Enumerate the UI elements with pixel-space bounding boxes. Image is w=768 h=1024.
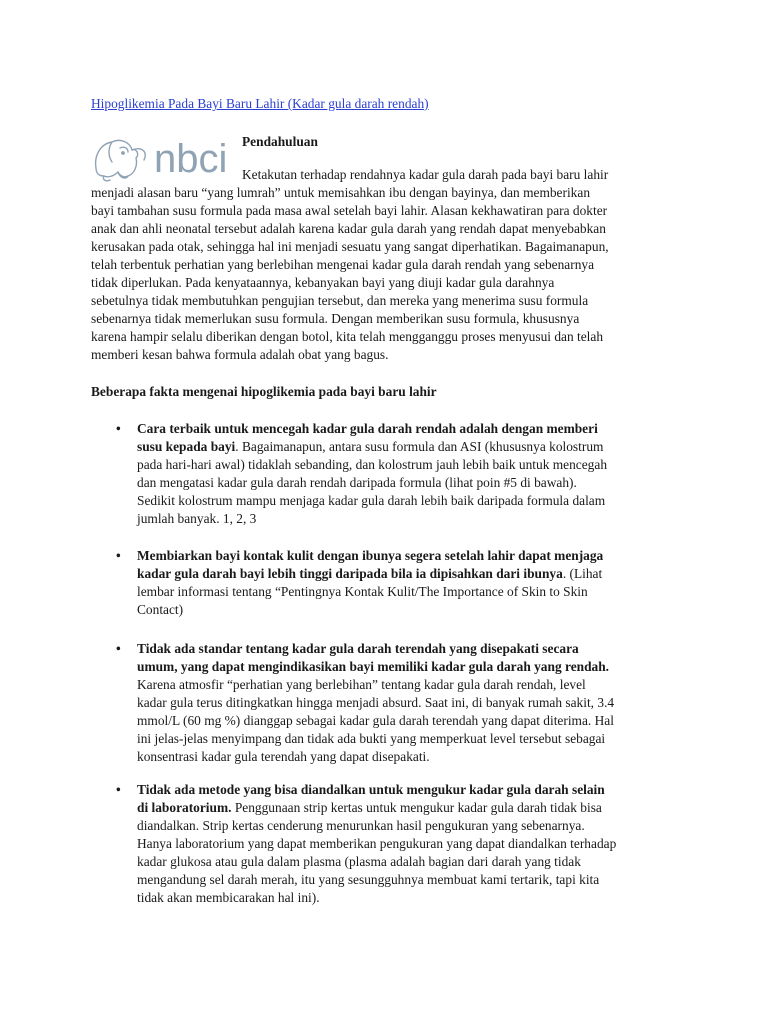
fact-text [137,781,697,907]
fact-bold-text: di laboratorium. [137,800,232,815]
fact-body-line: pada hari-hari awal) tidaklah sebanding, dan kolostrum jauh lebih baik untuk mencegah [137,457,608,472]
fact-bold-text: kadar gula darah bayi lebih tinggi daripada bila ia dipisahkan dari ibunya [137,566,563,581]
fact-body-line: Karena atmosfir “perhatian yang berlebihan” tentang kadar gula darah rendah, level [137,677,586,692]
fact-body-line: diandalkan. Strip kertas cenderung menurunkan hasil pengukuran yang sebenarnya. [137,818,585,833]
fact-bold-text: Cara terbaik untuk mencegah kadar gula darah rendah adalah dengan memberi [137,421,598,436]
intro-paragraph [91,166,681,364]
title-link[interactable]: Hipoglikemia Pada Bayi Baru Lahir (Kadar gula darah rendah) [91,96,429,111]
intro-line: tidak diperlukan. Pada kenyataannya, kebanyakan bayi yang diuji kadar gula darahnya [91,275,555,290]
intro-line: memberi kesan bahwa formula adalah obat yang bagus. [91,347,389,362]
fact-bold-text: susu kepada bayi [137,439,236,454]
intro-line: Ketakutan terhadap rendahnya kadar gula darah pada bayi baru lahir [242,167,609,182]
intro-line: anak dan ahli neonatal tersebut adalah karena kadar gula darah yang rendah dapat menyebabkan [91,221,606,236]
fact-body-line: tidak akan membicarakan hal ini). [137,890,320,905]
section-heading: Beberapa fakta mengenai hipoglikemia pada bayi baru lahir [91,384,437,399]
intro-line: sebenarnya tidak memerlukan susu formula. Dengan memberikan susu formula, khususnya [91,311,580,326]
fact-text [137,420,697,528]
logo-text: nbci [154,137,228,181]
fact-bold-text: Tidak ada metode yang bisa diandalkan untuk mengukur kadar gula darah selain [137,782,605,797]
fact-body-line: lembar informasi tentang “Pentingnya Kontak Kulit/The Importance of Skin to Skin [137,584,588,599]
fact-body-line: mmol/L (60 mg %) dianggap sebagai kadar gula darah terendah yang dapat diterima. Hal [137,713,614,728]
fact-bold-text: Membiarkan bayi kontak kulit dengan ibunya segera setelah lahir dapat menjaga [137,548,604,563]
fact-body-line: mengandung sel darah merah, itu yang sesungguhnya membuat kami tertarik, tapi kita [137,872,600,887]
intro-heading: Pendahuluan [242,134,318,149]
intro-line: bayi tambahan susu formula pada masa awal setelah bayi lahir. Alasan kekhawatiran para dokter [91,203,608,218]
fact-body-text: Penggunaan strip kertas untuk mengukur kadar gula darah tidak bisa [231,800,602,815]
bullet-icon: • [116,548,121,563]
bullet-icon: • [116,421,121,436]
fact-body-text: . (Lihat [562,566,603,581]
intro-line: menjadi alasan baru “yang lumrah” untuk memisahkan ibu dengan bayinya, dan memberikan [91,185,591,200]
fact-body-line: konsentrasi kadar gula terendah yang dapat disepakati. [137,749,430,764]
intro-line: telah terbentuk perhatian yang berlebihan mengenai kadar gula darah rendah yang sebenarnya [91,257,595,272]
bullet-icon: • [116,641,121,656]
fact-bold-text: Tidak ada standar tentang kadar gula darah terendah yang disepakati secara [137,641,579,656]
intro-line: karena hampir selalu diberikan dengan botol, kita telah mengganggu proses menyusui dan telah [91,329,604,344]
fact-body-line: jumlah banyak. 1, 2, 3 [137,511,257,526]
fact-text [137,547,697,619]
fact-text [137,640,697,766]
fact-body-line: kadar glukosa atau gula dalam plasma (plasma adalah bagian dari darah yang tidak [137,854,581,869]
fact-body-line: kadar gula terus ditingkatkan hingga menjadi absurd. Saat ini, di banyak rumah sakit, 3.4 [137,695,615,710]
fact-bold-text: umum, yang dapat mengindikasikan bayi memiliki kadar gula darah yang rendah. [137,659,610,674]
fact-body-text: . Bagaimanapun, antara susu formula dan ASI (khususnya kolostrum [235,439,604,454]
intro-line: kerusakan pada otak, sehingga hal ini menjadi sesuatu yang sangat diperhatikan. Bagaimanapun, [91,239,609,254]
fact-body-line: Hanya laboratorium yang dapat memberikan pengukuran yang dapat diandalkan terhadap [137,836,617,851]
fact-body-line: Sedikit kolostrum mampu menjaga kadar gula darah lebih baik daripada formula dalam [137,493,606,508]
intro-line: sebetulnya tidak membutuhkan pengujian tersebut, dan mereka yang menerima susu formula [91,293,589,308]
fact-body-line: Contact) [137,602,184,617]
bullet-icon: • [116,782,121,797]
fact-body-line: dan mengatasi kadar gula darah rendah daripada formula (lihat poin #5 di bawah). [137,475,577,490]
fact-body-line: ini jelas-jelas menyimpang dan tidak ada bukti yang memperkuat level tersebut sebagai [137,731,606,746]
